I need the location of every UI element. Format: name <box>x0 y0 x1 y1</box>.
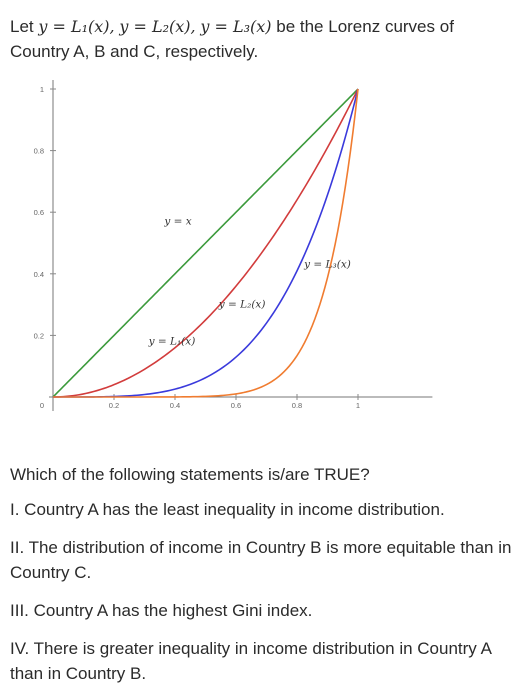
curve-label-4: y = L₃(x) <box>304 258 351 271</box>
curve-label-1: y = x <box>164 215 192 228</box>
statement-4: IV. There is greater inequality in income distribution in Country A than in Country B. <box>10 639 491 683</box>
axes <box>34 80 433 411</box>
x-tick-label: 0.6 <box>230 401 242 410</box>
lorenz-chart <box>0 80 526 420</box>
x-tick-label: 0.8 <box>291 401 303 410</box>
equation-l2: y = L₂(x), <box>119 17 196 36</box>
statement-list <box>10 497 515 699</box>
equation-l3: y = L₃(x) <box>200 17 272 36</box>
statement-3: III. Country A has the highest Gini index. <box>10 601 313 620</box>
curve-labels <box>148 216 351 348</box>
y-tick-label: 1 <box>39 85 44 94</box>
curve-label-2: y = L₁(x) <box>148 335 196 348</box>
y-tick-label: 0 <box>39 401 44 410</box>
equation-l1: y = L₁(x), <box>38 17 115 36</box>
x-tick-label: 0.2 <box>108 401 120 410</box>
y-tick-label: 0.8 <box>33 146 44 156</box>
x-tick-label: 1 <box>355 401 361 410</box>
series-line-1 <box>53 89 358 397</box>
question-text: Which of the following statements is/are TRUE? <box>10 465 370 484</box>
intro-suffix: be the Lorenz curves of Country A, B and C, respectively. <box>10 17 454 61</box>
statement-2: II. The distribution of income in Country B is more equitable than in Country C. <box>10 538 512 582</box>
y-tick-label: 0.4 <box>33 269 44 279</box>
y-tick-label: 0.6 <box>33 208 44 218</box>
curve-label-3: y = L₂(x) <box>218 298 266 311</box>
intro-text <box>10 14 515 64</box>
statement-1: I. Country A has the least inequality in income distribution. <box>10 500 445 519</box>
y-tick-label: 0.2 <box>33 331 44 341</box>
lorenz-chart-svg <box>0 80 526 420</box>
curves <box>53 89 358 397</box>
x-tick-label: 0.4 <box>169 401 181 410</box>
intro-prefix: Let <box>10 17 34 36</box>
